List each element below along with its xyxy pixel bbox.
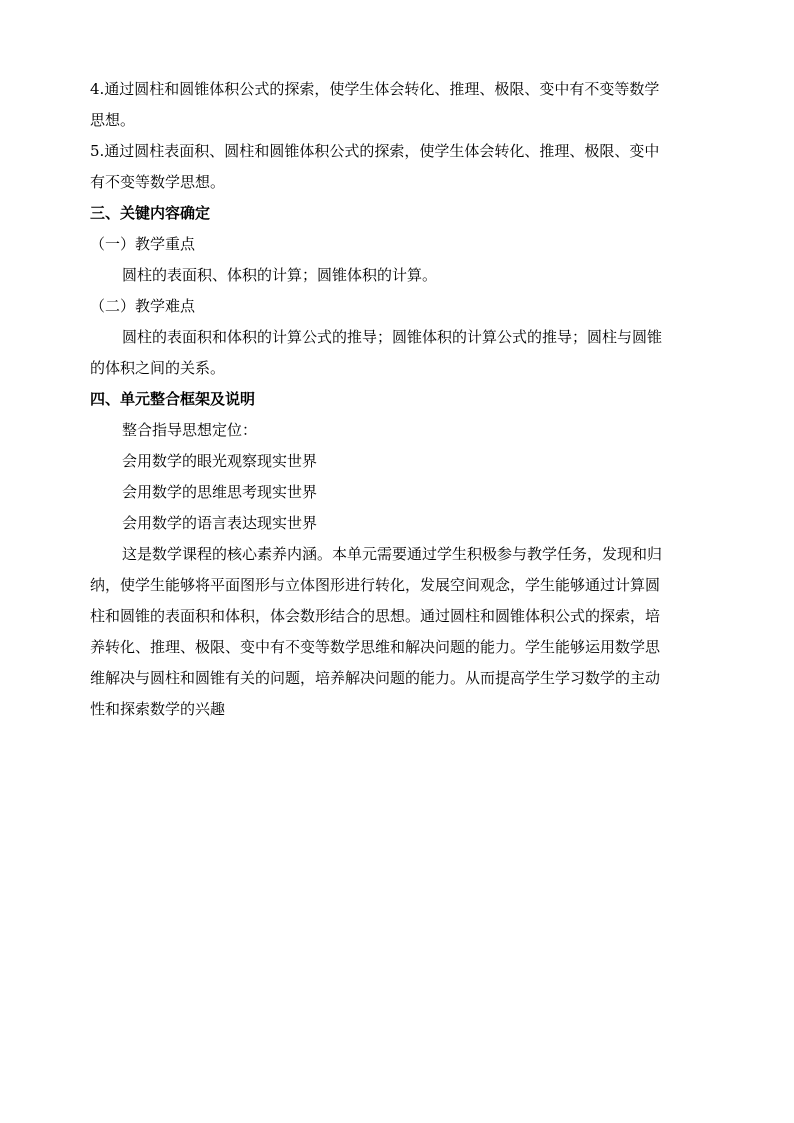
paragraph-line: 圆柱的表面积和体积的计算公式的推导；圆锥体积的计算公式的推导；圆柱与圆锥 (122, 328, 663, 346)
paragraph-line: 纳，使学生能够将平面图形与立体图形进行转化，发展空间观念，学生能够通过计算圆 (90, 576, 661, 594)
paragraph-line: 5.通过圆柱表面积、圆柱和圆锥体积公式的探索，使学生体会转化、推理、极限、变中 (90, 142, 660, 160)
paragraph-line: 性和探索数学的兴趣 (90, 700, 226, 718)
list-item: 会用数学的思维思考现实世界 (122, 483, 318, 501)
section-heading: 四、单元整合框架及说明 (90, 390, 256, 408)
paragraph-line: 的体积之间的关系。 (90, 359, 226, 377)
section-heading: 三、关键内容确定 (90, 204, 211, 222)
paragraph-line: 整合指导思想定位： (122, 421, 258, 439)
paragraph-line: 有不变等数学思想。 (90, 173, 226, 191)
subsection-heading: （二）教学难点 (90, 297, 196, 315)
paragraph-line: 圆柱的表面积、体积的计算；圆锥体积的计算。 (122, 266, 438, 284)
list-item: 会用数学的眼光观察现实世界 (122, 452, 318, 470)
paragraph-line: 柱和圆锥的表面积和体积，体会数形结合的思想。通过圆柱和圆锥体积公式的探索，培 (90, 607, 661, 625)
paragraph-line: 这是数学课程的核心素养内涵。本单元需要通过学生积极参与教学任务，发现和归 (122, 545, 663, 563)
subsection-heading: （一）教学重点 (90, 235, 196, 253)
document-page (90, 74, 702, 725)
list-item: 会用数学的语言表达现实世界 (122, 514, 318, 532)
paragraph-line: 养转化、推理、极限、变中有不变等数学思维和解决问题的能力。学生能够运用数学思 (90, 638, 661, 656)
paragraph-line: 思想。 (90, 111, 136, 129)
paragraph-line: 维解决与圆柱和圆锥有关的问题，培养解决问题的能力。从而提高学生学习数学的主动 (90, 669, 661, 687)
paragraph-line: 4.通过圆柱和圆锥体积公式的探索，使学生体会转化、推理、极限、变中有不变等数学 (90, 80, 660, 98)
